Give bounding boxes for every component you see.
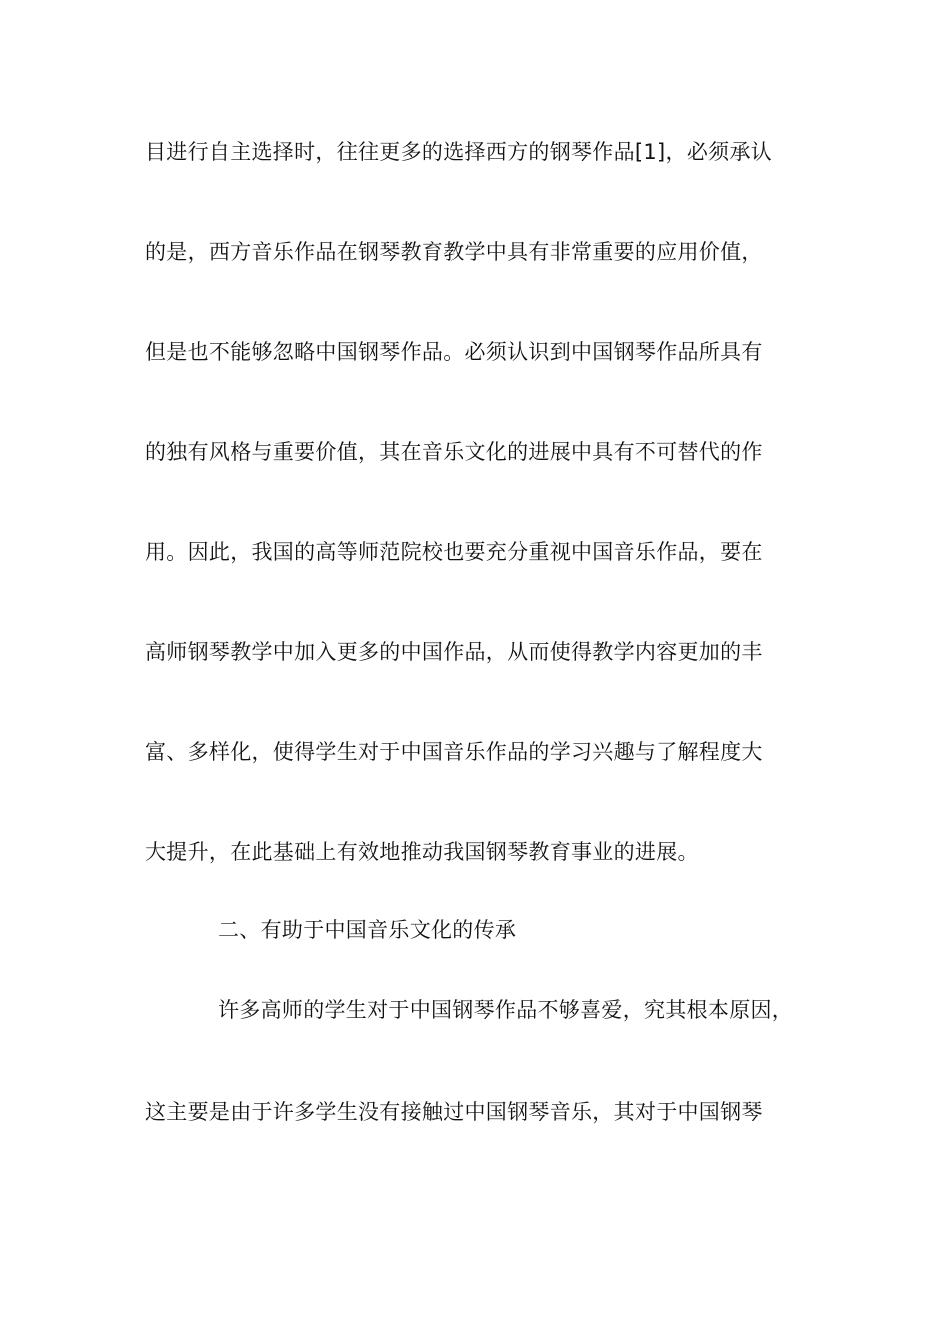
paragraph-line: 目进行自主选择时，往往更多的选择西方的钢琴作品[1]，必须承认 [145,140,773,164]
paragraph-line: 这主要是由于许多学生没有接触过中国钢琴音乐，其对于中国钢琴 [145,1100,763,1124]
paragraph-line: 富、多样化，使得学生对于中国音乐作品的学习兴趣与了解程度大 [145,740,763,764]
paragraph-line: 的是，西方音乐作品在钢琴教育教学中具有非常重要的应用价值， [145,240,763,264]
paragraph-line: 高师钢琴教学中加入更多的中国作品，从而使得教学内容更加的丰 [145,640,763,664]
paragraph-line: 的独有风格与重要价值，其在音乐文化的进展中具有不可替代的作 [145,440,763,464]
paragraph-line: 大提升，在此基础上有效地推动我国钢琴教育事业的进展。 [145,840,699,864]
paragraph-line: 用。因此，我国的高等师范院校也要充分重视中国音乐作品，要在 [145,540,763,564]
paragraph-line: 但是也不能够忽略中国钢琴作品。必须认识到中国钢琴作品所具有 [145,340,763,364]
section-heading: 二、有助于中国音乐文化的传承 [218,918,517,942]
paragraph-line: 许多高师的学生对于中国钢琴作品不够喜爱，究其根本原因， [218,998,794,1022]
